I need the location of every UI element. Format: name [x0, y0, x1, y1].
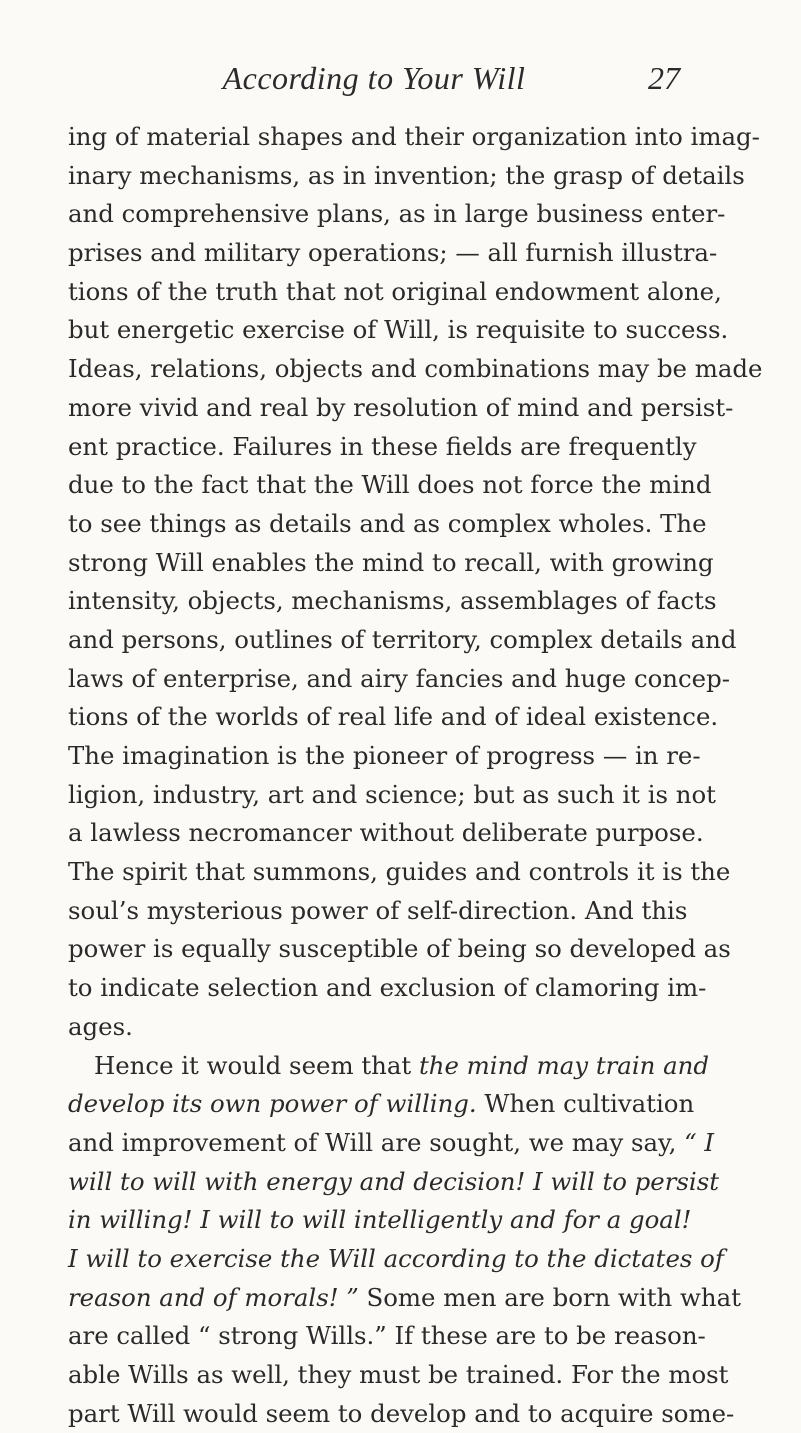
text-line: are called “ strong Wills.” If these are to be reason- — [68, 1321, 706, 1351]
text-line: ages. — [68, 1011, 133, 1041]
text-line: but energetic exercise of Will, is requisite to success. — [68, 315, 729, 345]
text-line: develop its own power of willing. When cultivation — [68, 1089, 695, 1119]
text-line: ligion, industry, art and science; but as such it is not — [68, 779, 716, 809]
text-line: more vivid and real by resolution of mind and persist- — [68, 392, 734, 422]
text-line: and comprehensive plans, as in large business enter- — [68, 199, 726, 229]
text-line: due to the fact that the Will does not force the mind — [68, 470, 712, 500]
text-line: able Wills as well, they must be trained. For the most — [68, 1360, 729, 1389]
text-line: soul’s mysterious power of self-direction. And this — [68, 895, 688, 925]
text-line: Hence it would seem that the mind may train and — [94, 1050, 709, 1080]
text-line: laws of enterprise, and airy fancies and huge concep- — [68, 663, 730, 693]
text-line: in willing! I will to will intelligently and for a goal! — [68, 1205, 692, 1235]
text-line: a lawless necromancer without deliberate purpose. — [68, 818, 704, 848]
text-line: and persons, outlines of territory, complex details and — [68, 624, 737, 654]
text-line: prises and military operations; — all furnish illustra- — [68, 238, 718, 268]
text-line: part Will would seem to develop and to acquire some- — [68, 1398, 735, 1428]
text-line: to indicate selection and exclusion of clamoring im- — [68, 973, 707, 1003]
text-line: power is equally susceptible of being so developed as — [68, 934, 731, 964]
text-line: to see things as details and as complex wholes. The — [68, 508, 707, 538]
running-title: According to Your Will — [222, 60, 526, 96]
text-line: strong Will enables the mind to recall, with growing — [68, 547, 714, 577]
text-line: The imagination is the pioneer of progress — in re- — [68, 741, 701, 770]
text-line: I will to exercise the Will according to the dictates of — [68, 1243, 724, 1273]
text-line: tions of the worlds of real life and of ideal existence. — [68, 702, 719, 732]
text-line: Ideas, relations, objects and combinations may be made — [68, 354, 763, 384]
text-line: reason and of morals! ” Some men are born with what — [68, 1282, 741, 1312]
text-line: ing of material shapes and their organization into imag- — [68, 122, 760, 151]
running-header — [68, 58, 680, 102]
text-line: ent practice. Failures in these fields are frequently — [68, 431, 697, 461]
page-number: 27 — [648, 60, 680, 96]
text-line: will to will with energy and decision! I will to persist — [68, 1166, 720, 1196]
text-line: tions of the truth that not original endowment alone, — [68, 276, 722, 306]
text-line: intensity, objects, mechanisms, assemblages of facts — [68, 586, 717, 616]
text-line: and improvement of Will are sought, we may say, “ I — [68, 1127, 714, 1157]
body-text — [68, 118, 763, 1433]
text-line: inary mechanisms, as in invention; the grasp of details — [68, 160, 745, 190]
text-line: The spirit that summons, guides and controls it is the — [68, 857, 731, 887]
